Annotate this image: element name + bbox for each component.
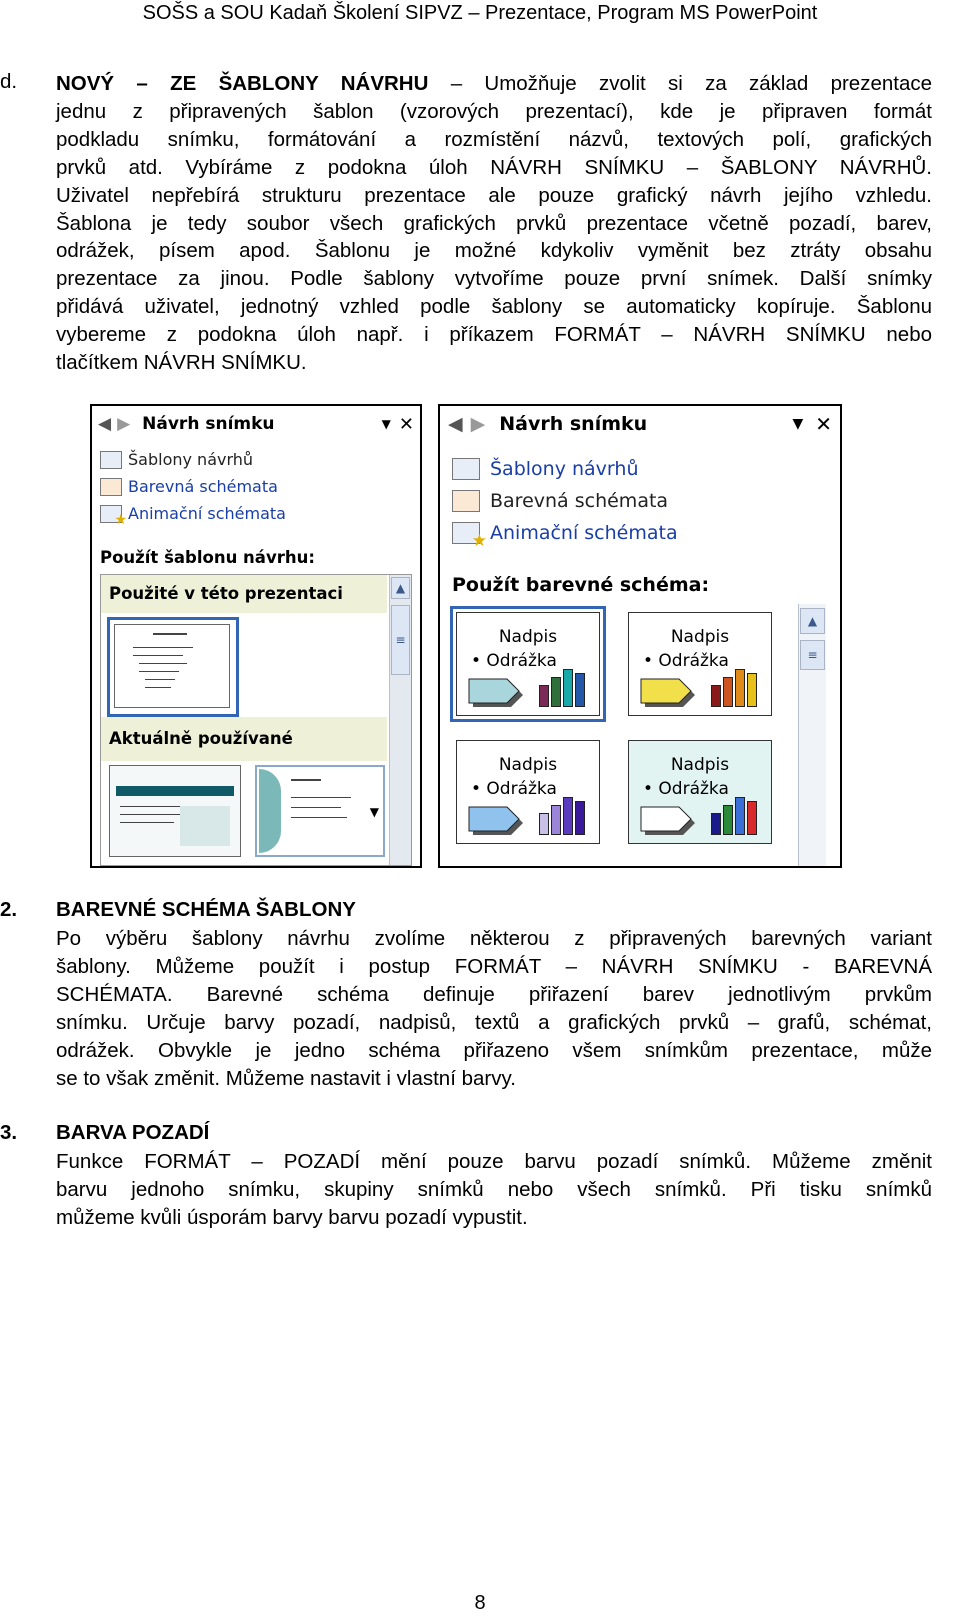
scroll-thumb[interactable]: ≡: [800, 640, 825, 670]
text-line: Uživatel nepřebírá strukturu prezentace ale pouze grafický návrh jejího vzhledu.: [56, 183, 932, 207]
scheme-bullet: • Odrážka: [471, 779, 557, 799]
template-thumbnail[interactable]: [107, 617, 239, 717]
text-line: barvu jednoho snímku, skupiny snímků nebo všech snímků. Při tisku snímků: [56, 1177, 932, 1201]
color-scheme-tile[interactable]: [456, 612, 600, 716]
scheme-heading: Nadpis: [670, 627, 730, 647]
text-line: vybereme z podokna úloh např. i příkazem FORMÁT – NÁVRH SNÍMKU nebo: [56, 323, 932, 347]
template-thumbnail[interactable]: [109, 765, 241, 857]
group-header-recent: Aktuálně používané: [101, 717, 387, 761]
arrow-shape-icon: [467, 799, 527, 839]
chart-bar: [723, 677, 733, 707]
link-color-schemes[interactable]: Barevná schémata: [100, 477, 278, 496]
lead-heading: NOVÝ – ZE ŠABLONY NÁVRHU: [56, 72, 429, 95]
text-line: tlačítkem NÁVRH SNÍMKU.: [56, 351, 307, 375]
section-number: 3.: [0, 1121, 18, 1144]
section-label: Použít šablonu návrhu:: [100, 548, 315, 567]
text-line: Po výběru šablony návrhu zvolíme některou z připravených barevných variant: [56, 927, 932, 950]
scroll-up-icon[interactable]: ▲: [391, 577, 410, 599]
text-line: můžeme kvůli úsporám barvy barvu pozadí vypustit.: [56, 1205, 528, 1229]
text-line: NOVÝ – ZE ŠABLONY NÁVRHU – Umožňuje zvolit si za základ prezentace: [56, 72, 932, 95]
scroll-thumb[interactable]: ≡: [391, 605, 410, 675]
text-line: snímku. Určuje barvy pozadí, nadpisů, textů a grafických prvků – grafů, schémat,: [56, 1010, 932, 1034]
page-number: 8: [474, 1592, 486, 1614]
color-schemes-icon: [100, 478, 122, 496]
pane-title: Návrh snímku: [499, 413, 648, 435]
text-line: SCHÉMATA. Barevné schéma definuje přiřazení barev jednotlivým prvkům: [56, 982, 932, 1006]
link-animation-schemes[interactable]: ★ Animační schémata: [100, 504, 286, 523]
template-thumbnail[interactable]: [255, 765, 385, 857]
scheme-bullet: • Odrážka: [471, 651, 557, 671]
section-2-text: [56, 925, 932, 1092]
text-line: přidává uživatel, jednotný vzhled podle šablony se automaticky kopíruje. Šablonu: [56, 295, 932, 319]
section-number: 2.: [0, 898, 18, 921]
scrollbar[interactable]: [389, 575, 411, 865]
animation-schemes-icon: ★: [452, 522, 480, 544]
chart-bar: [539, 813, 549, 835]
chart-bar: [563, 797, 573, 835]
pane-title: Návrh snímku: [142, 414, 275, 434]
chart-bar: [747, 801, 757, 835]
chart-bar: [711, 813, 721, 835]
chart-bar: [575, 673, 585, 707]
pane-menu-icon[interactable]: ▼: [792, 416, 804, 432]
chart-bar: [723, 805, 733, 835]
back-arrow-icon[interactable]: ◀: [98, 414, 112, 434]
color-schemes-icon: [452, 490, 480, 512]
item-label: d.: [0, 70, 18, 93]
chart-bar: [711, 685, 721, 707]
text-line: Šablona je tedy soubor všech grafických prvků prezentace včetně pozadí, barev,: [56, 211, 932, 235]
text-line: odrážek. Obvykle je jedno schéma přiřazeno všem snímkům prezentace, může: [56, 1038, 932, 1062]
chart-bar: [735, 669, 745, 707]
link-color-schemes[interactable]: Barevná schémata: [452, 490, 668, 512]
scheme-heading: Nadpis: [498, 755, 558, 775]
scheme-list: [452, 604, 800, 866]
animation-schemes-icon: ★: [100, 505, 122, 523]
pane-title-bar: [440, 406, 840, 442]
forward-arrow-icon[interactable]: ▶: [470, 413, 486, 435]
chart-bar: [551, 805, 561, 835]
text-line: se to však změnit. Můžeme nastavit i vlastní barvy.: [56, 1066, 516, 1090]
text-line: podkladu snímku, formátování a rozmístění názvů, textových polí, grafických: [56, 127, 932, 151]
scheme-bullet: • Odrážka: [643, 651, 729, 671]
arrow-shape-icon: [639, 671, 699, 711]
back-arrow-icon[interactable]: ◀: [448, 413, 463, 435]
arrow-shape-icon: [467, 671, 527, 711]
color-scheme-tile[interactable]: [456, 740, 600, 844]
close-icon[interactable]: ✕: [398, 413, 414, 435]
section-d-text: [56, 70, 932, 377]
text-line: odrážek, písem apod. Šablonu je možné kdykoliv vyměnit bez ztráty obsahu: [56, 239, 932, 263]
task-pane-design-templates: [90, 404, 422, 868]
scrollbar[interactable]: [798, 604, 826, 866]
template-list: [100, 574, 412, 866]
design-templates-icon: [100, 451, 122, 469]
task-pane-color-schemes: [438, 404, 842, 868]
text-line: prezentace za jinou. Podle šablony vytvoříme pouze první snímek. Další snímky: [56, 267, 932, 291]
color-scheme-tile[interactable]: [628, 740, 772, 844]
scheme-bullet: • Odrážka: [643, 779, 729, 799]
close-icon[interactable]: ✕: [815, 412, 832, 436]
chart-bar: [747, 673, 757, 707]
color-scheme-tile[interactable]: [628, 612, 772, 716]
text-line: šablony. Můžeme použít i postup FORMÁT – NÁVRH SNÍMKU - BAREVNÁ: [56, 954, 932, 978]
chart-bar: [539, 685, 549, 707]
section-title: BARVA POZADÍ: [56, 1121, 210, 1144]
forward-arrow-icon[interactable]: ▶: [117, 414, 131, 434]
pane-title-bar: [92, 406, 420, 442]
scheme-heading: Nadpis: [498, 627, 558, 647]
section-title: BAREVNÉ SCHÉMA ŠABLONY: [56, 898, 356, 921]
chevron-down-icon[interactable]: ▼: [369, 805, 379, 819]
text-line: prvků atd. Vybíráme z podokna úloh NÁVRH SNÍMKU – ŠABLONY NÁVRHŮ.: [56, 155, 932, 179]
group-header-used: Použité v této prezentaci: [101, 575, 387, 613]
section-label: Použít barevné schéma:: [452, 574, 710, 596]
section-3-text: [56, 1148, 932, 1232]
pane-menu-icon[interactable]: ▼: [381, 417, 391, 431]
chart-bar: [563, 669, 573, 707]
design-templates-icon: [452, 458, 480, 480]
page-header: SOŠS a SOU Kadaň Školení SIPVZ – Prezentace, Program MS PowerPoint: [142, 2, 818, 24]
chart-bar: [551, 677, 561, 707]
chart-bar: [735, 797, 745, 835]
scheme-heading: Nadpis: [670, 755, 730, 775]
link-animation-schemes[interactable]: ★ Animační schémata: [452, 522, 678, 544]
text-line: Funkce FORMÁT – POZADÍ mění pouze barvu pozadí snímků. Můžeme změnit: [56, 1150, 932, 1173]
link-design-templates[interactable]: Šablony návrhů: [452, 458, 638, 480]
link-design-templates[interactable]: Šablony návrhů: [100, 450, 253, 469]
text-line: jednu z připravených šablon (vzorových prezentací), kde je připraven formát: [56, 99, 932, 123]
chart-bar: [575, 801, 585, 835]
arrow-shape-icon: [639, 799, 699, 839]
scroll-up-icon[interactable]: ▲: [800, 608, 825, 634]
